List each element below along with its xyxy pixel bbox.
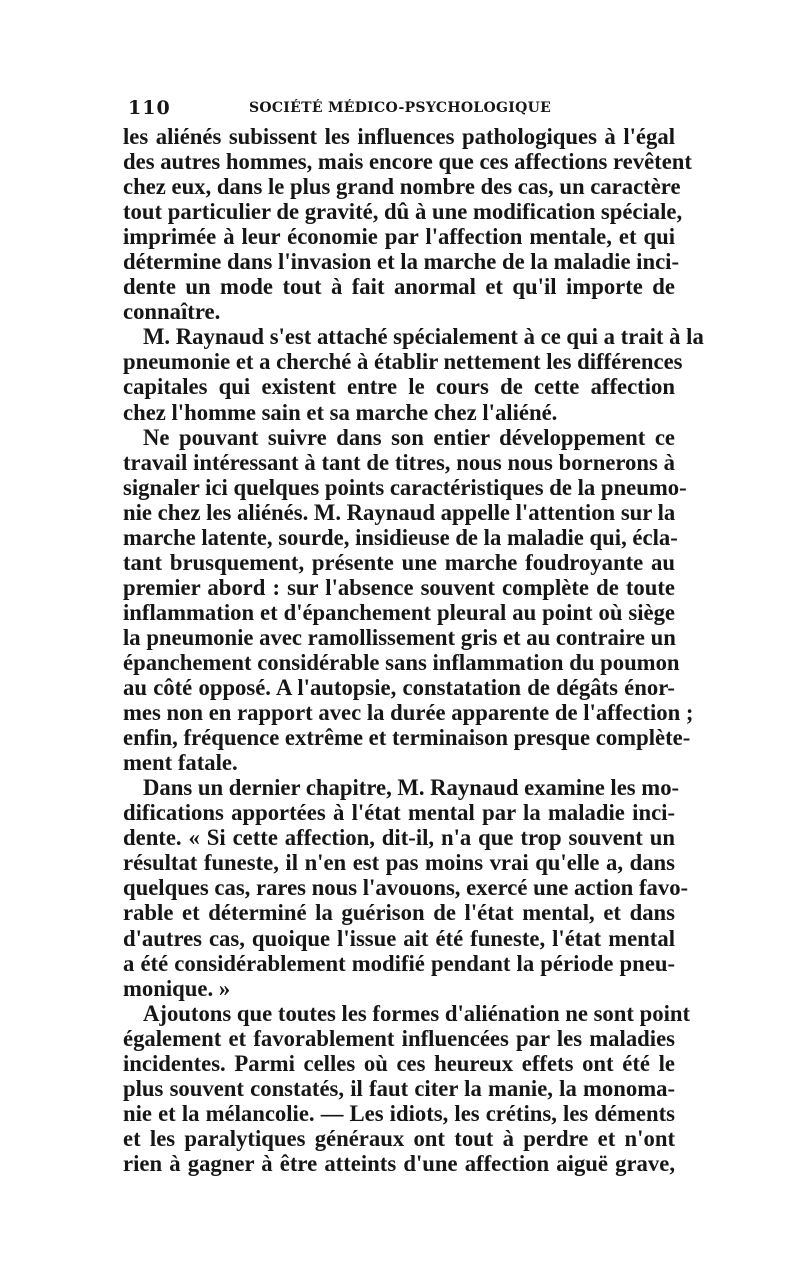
text-line: M. Raynaud s'est attaché spécialement à ce qui a trait à la <box>143 324 704 350</box>
text-line: dente. « Si cette affection, dit-il, n'a que trop souvent un <box>123 825 675 851</box>
text-line: d'autres cas, quoique l'issue ait été funeste, l'état mental <box>123 925 675 951</box>
text-line: également et favorablement influencées par les maladies <box>123 1025 675 1051</box>
text-line: signaler ici quelques points caractéristiques de la pneumo- <box>123 474 687 500</box>
text-line: au côté opposé. A l'autopsie, constatation de dégâts énor- <box>123 675 675 701</box>
text-line: monique. » <box>123 975 231 1001</box>
text-line: quelques cas, rares nous l'avouons, exercé une action favo- <box>123 875 689 901</box>
text-line: inflammation et d'épanchement pleural au point où siège <box>123 599 675 625</box>
text-line: Ajoutons que toutes les formes d'aliénation ne sont point <box>143 1000 691 1026</box>
text-line: difications apportées à l'état mental par la maladie inci- <box>123 800 675 826</box>
text-line: pneumonie et a cherché à établir nettement les différences <box>123 349 683 375</box>
text-line: et les paralytiques généraux ont tout à perdre et n'ont <box>123 1125 675 1151</box>
text-line: tout particulier de gravité, dû à une modification spéciale, <box>123 199 683 225</box>
page-header <box>128 97 672 119</box>
text-line: travail intéressant à tant de titres, nous nous bornerons à <box>123 449 675 475</box>
text-line: Ne pouvant suivre dans son entier développement ce <box>143 424 675 450</box>
text-line: dente un mode tout à fait anormal et qu'il importe de <box>123 274 675 300</box>
page-number: 110 <box>128 97 171 119</box>
text-line: la pneumonie avec ramollissement gris et au contraire un <box>123 624 676 650</box>
text-line: premier abord : sur l'absence souvent complète de toute <box>123 574 675 600</box>
running-head: SOCIÉTÉ MÉDICO-PSYCHOLOGIQUE <box>248 100 552 116</box>
text-line: nie et la mélancolie. — Les idiots, les crétins, les déments <box>123 1100 675 1126</box>
text-line: mes non en rapport avec la durée apparente de l'affection ; <box>123 700 694 726</box>
text-line: épanchement considérable sans inflammation du poumon <box>123 649 680 675</box>
text-line: rable et déterminé la guérison de l'état mental, et dans <box>123 900 675 926</box>
text-line: les aliénés subissent les influences pathologiques à l'égal <box>123 124 675 149</box>
text-line: rien à gagner à être atteints d'une affection aiguë grave, <box>123 1150 675 1176</box>
text-line: Dans un dernier chapitre, M. Raynaud examine les mo- <box>143 775 680 801</box>
text-line: enfin, fréquence extrême et terminaison presque complète- <box>123 725 691 751</box>
text-line: chez l'homme sain et sa marche chez l'aliéné. <box>123 399 558 425</box>
text-line: incidentes. Parmi celles où ces heureux effets ont été le <box>123 1050 675 1076</box>
text-line: des autres hommes, mais encore que ces affections revêtent <box>123 149 692 175</box>
text-line: imprimée à leur économie par l'affection mentale, et qui <box>123 224 675 250</box>
text-line: a été considérablement modifié pendant la période pneu- <box>123 950 675 976</box>
body-text <box>123 124 704 1176</box>
text-line: plus souvent constatés, il faut citer la manie, la monoma- <box>123 1075 675 1101</box>
text-line: résultat funeste, il n'en est pas moins vrai qu'elle a, dans <box>123 850 675 876</box>
text-line: ment fatale. <box>123 750 238 776</box>
text-line: marche latente, sourde, insidieuse de la maladie qui, écla- <box>123 524 678 550</box>
text-line: tant brusquement, présente une marche foudroyante au <box>123 549 675 575</box>
text-line: connaître. <box>123 299 221 325</box>
text-line: détermine dans l'invasion et la marche de la maladie inci- <box>123 249 680 275</box>
text-line: nie chez les aliénés. M. Raynaud appelle l'attention sur la <box>123 499 676 525</box>
text-line: capitales qui existent entre le cours de cette affection <box>123 374 675 400</box>
text-line: chez eux, dans le plus grand nombre des cas, un caractère <box>123 174 681 200</box>
